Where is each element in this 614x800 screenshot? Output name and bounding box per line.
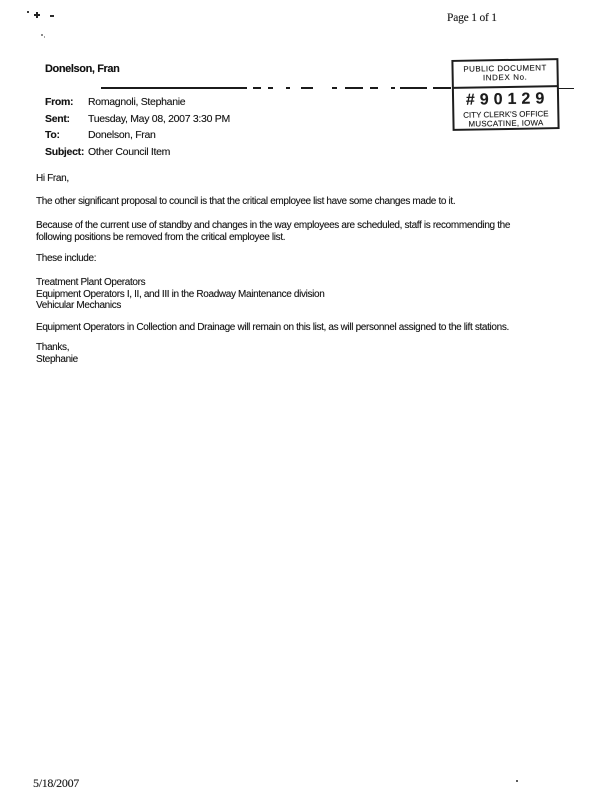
body-list-item: Treatment Plant Operators <box>36 277 146 288</box>
body-closing: Thanks, <box>36 342 70 353</box>
body-list-item: Vehicular Mechanics <box>36 300 122 311</box>
scan-noise-mark <box>41 34 43 36</box>
stamp-title: PUBLIC DOCUMENT <box>463 63 547 74</box>
stamp-divider <box>453 85 558 88</box>
field-row-subject <box>45 146 170 158</box>
field-label-sent: Sent: <box>45 112 70 125</box>
body-greeting: Hi Fran, <box>36 173 69 184</box>
body-paragraph-1: The other significant proposal to council is that the critical employee list have some changes made to it. <box>36 196 456 207</box>
field-label-to: To: <box>45 129 60 141</box>
public-document-index-stamp <box>451 58 559 131</box>
field-row-to <box>45 129 156 141</box>
field-value-from: Romagnoli, Stephanie <box>88 96 186 108</box>
body-list-intro: These include: <box>36 253 97 264</box>
stamp-index-number: #90129 <box>465 90 550 109</box>
field-row-sent <box>45 113 230 125</box>
scan-noise-mark <box>50 15 54 17</box>
field-value-to: Donelson, Fran <box>88 129 156 141</box>
page-indicator: Page 1 of 1 <box>447 12 497 24</box>
field-label-subject: Subject: <box>45 145 85 158</box>
body-signature: Stephanie <box>36 354 78 365</box>
scan-noise-mark <box>516 780 518 782</box>
scan-noise-mark <box>44 36 45 38</box>
field-value-sent: Tuesday, May 08, 2007 3:30 PM <box>88 112 230 125</box>
field-row-from <box>45 96 185 108</box>
body-paragraph-2-line-2: following positions be removed from the critical employee list. <box>36 231 286 243</box>
field-label-from: From: <box>45 96 74 108</box>
scan-noise-mark <box>36 12 38 18</box>
field-value-subject: Other Council Item <box>88 145 171 158</box>
scan-noise-mark <box>27 11 29 13</box>
recipient-header: Donelson, Fran <box>45 63 120 75</box>
stamp-city-state: MUSCATINE, IOWA <box>468 117 544 129</box>
body-paragraph-3: Equipment Operators in Collection and Drainage will remain on this list, as will personnel assigned to the lift stations. <box>36 322 509 333</box>
stamp-office-name: CITY CLERK'S OFFICE <box>463 109 549 120</box>
stamp-index-label: INDEX No. <box>482 72 528 82</box>
body-paragraph-2-line-1: Because of the current use of standby and changes in the way employees are scheduled, staff is recommending the <box>36 220 511 231</box>
footer-date: 5/18/2007 <box>33 776 79 790</box>
body-list-item: Equipment Operators I, II, and III in the Roadway Maintenance division <box>36 288 325 300</box>
